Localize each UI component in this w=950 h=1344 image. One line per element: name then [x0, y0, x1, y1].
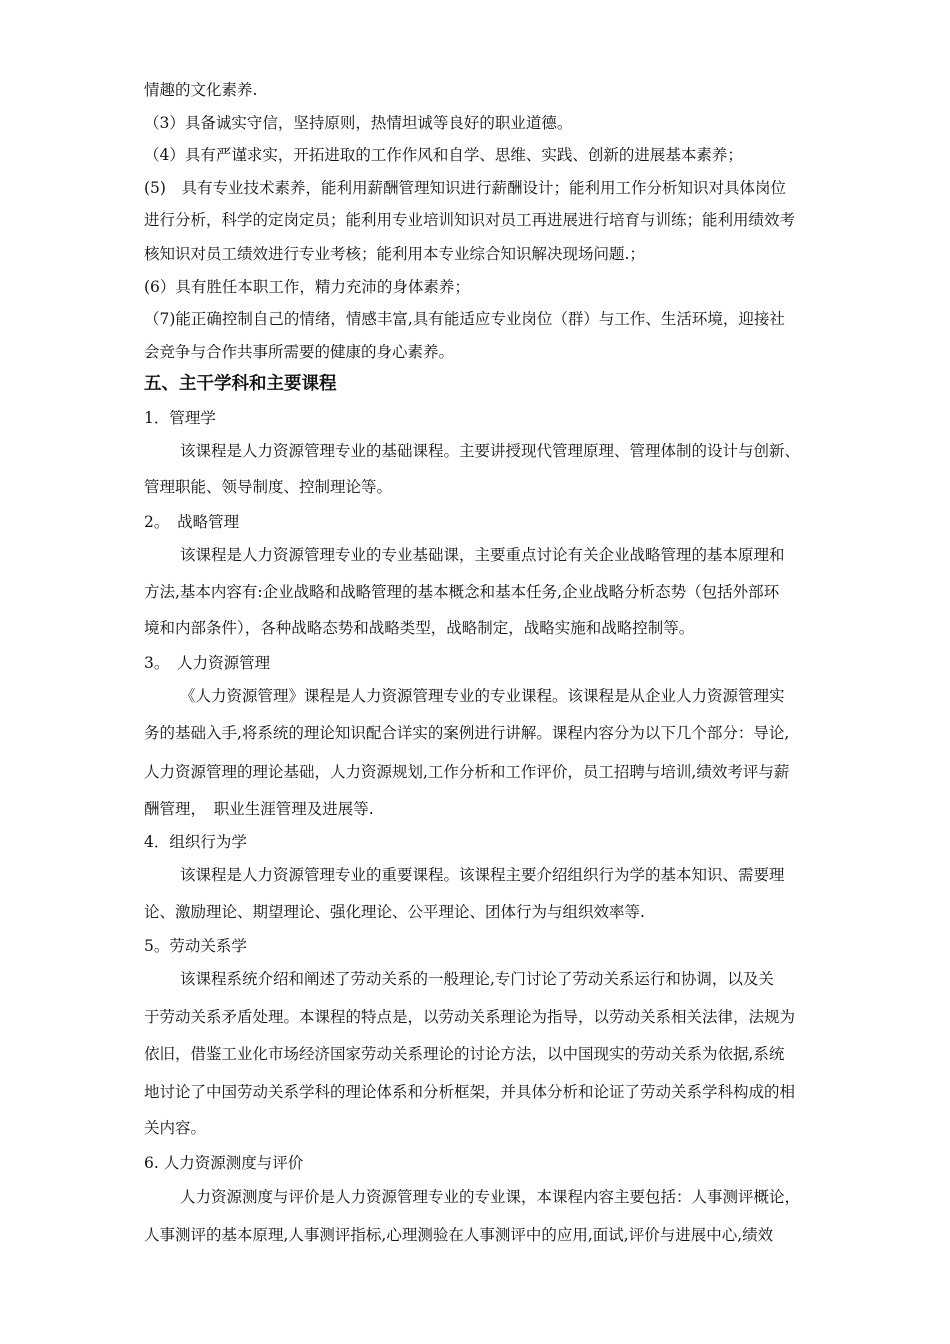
- text-line: 人力资源管理的理论基础，人力资源规划,工作分析和工作评价，员工招聘与培训,绩效考评与薪: [144, 763, 790, 781]
- text-line: 该课程是人力资源管理专业的专业基础课，主要重点讨论有关企业战略管理的基本原理和: [180, 546, 785, 564]
- course-title: 4．组织行为学: [144, 833, 247, 851]
- text-line: 务的基础入手,将系统的理论知识配合详实的案例进行讲解。课程内容分为以下几个部分：导论,: [144, 724, 790, 742]
- text-line: 方法,基本内容有:企业战略和战略管理的基本概念和基本任务,企业战略分析态势（包括外部环: [144, 583, 780, 601]
- text-line: 进行分析，科学的定岗定员；能利用专业培训知识对员工再进展进行培育与训练；能利用绩效考: [144, 211, 796, 229]
- section-heading: 五、主干学科和主要课程: [144, 374, 337, 394]
- text-line: （7)能正确控制自己的情绪，情感丰富,具有能适应专业岗位（群）与工作、生活环境，迎接社: [144, 310, 785, 328]
- course-title: 6. 人力资源测度与评价: [144, 1154, 304, 1172]
- course-title: 3。 人力资源管理: [144, 654, 271, 672]
- text-line: 酬管理， 职业生涯管理及进展等.: [144, 800, 374, 818]
- text-line: 人事测评的基本原理,人事测评指标,心理测验在人事测评中的应用,面试,评价与进展中心,绩效: [144, 1226, 774, 1244]
- text-line: 人力资源测度与评价是人力资源管理专业的专业课，本课程内容主要包括：人事测评概论，: [180, 1188, 801, 1206]
- text-line: 该课程是人力资源管理专业的重要课程。该课程主要介绍组织行为学的基本知识、需要理: [180, 866, 785, 884]
- text-line: 该课程是人力资源管理专业的基础课程。主要讲授现代管理原理、管理体制的设计与创新、: [180, 442, 801, 460]
- text-line: （3）具备诚实守信，坚持原则，热情坦诚等良好的职业道德。: [144, 114, 573, 132]
- text-line: (5) 具有专业技术素养，能利用薪酬管理知识进行薪酬设计；能利用工作分析知识对具体岗位: [144, 179, 786, 197]
- text-line: 关内容。: [144, 1119, 207, 1137]
- text-line: 论、激励理论、期望理论、强化理论、公平理论、团体行为与组织效率等.: [144, 903, 645, 921]
- course-title: 1．管理学: [144, 409, 216, 427]
- text-line: 于劳动关系矛盾处理。本课程的特点是，以劳动关系理论为指导，以劳动关系相关法律，法规为: [144, 1008, 796, 1026]
- text-line: 地讨论了中国劳动关系学科的理论体系和分析框架，并具体分析和论证了劳动关系学科构成的相: [144, 1083, 796, 1101]
- text-line: （4）具有严谨求实，开拓进取的工作作风和自学、思维、实践、创新的进展基本素养；: [144, 146, 743, 164]
- text-line: 管理职能、领导制度、控制理论等。: [144, 478, 393, 496]
- text-line: 核知识对员工绩效进行专业考核；能利用本专业综合知识解决现场问题.；: [144, 245, 645, 263]
- course-title: 5。劳动关系学: [144, 937, 247, 955]
- text-line: 该课程系统介绍和阐述了劳动关系的一般理论,专门讨论了劳动关系运行和协调，以及关: [180, 970, 774, 988]
- text-line: 境和内部条件），各种战略态势和战略类型，战略制定，战略实施和战略控制等。: [144, 619, 695, 637]
- text-line: 《人力资源管理》课程是人力资源管理专业的专业课程。该课程是从企业人力资源管理实: [180, 687, 785, 705]
- text-line: 情趣的文化素养.: [144, 81, 258, 99]
- text-line: 会竞争与合作共事所需要的健康的身心素养。: [144, 343, 455, 361]
- text-line: (6）具有胜任本职工作，精力充沛的身体素养；: [144, 278, 470, 296]
- text-line: 依旧，借鉴工业化市场经济国家劳动关系理论的讨论方法，以中国现实的劳动关系为依据,系统: [144, 1045, 785, 1063]
- course-title: 2。 战略管理: [144, 513, 240, 531]
